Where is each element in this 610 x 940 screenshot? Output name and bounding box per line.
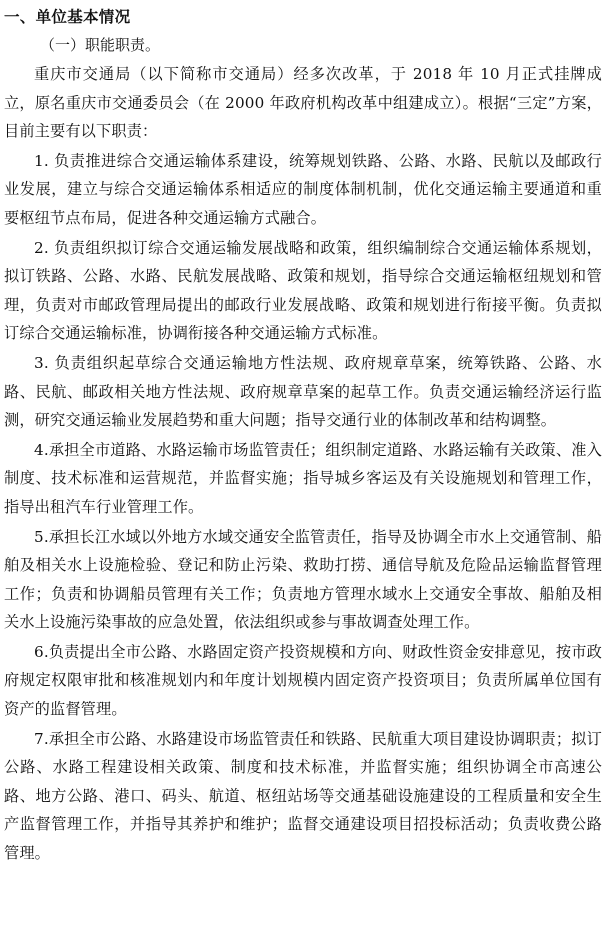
intro-paragraph: 重庆市交通局（以下简称市交通局）经多次改革，于 2018 年 10 月正式挂牌成立，原名重庆市交通委员会（在 2000 年政府机构改革中组建成立）。根据“三定”方案，目前主要有以下职责： — [4, 65, 602, 141]
duty-paragraph-5: 5.承担长江水域以外地方水域交通安全监管责任，指导及协调全市水上交通管制、船舶及相关水上设施检验、登记和防止污染、救助打捞、通信导航及危险品运输监督管理工作；负责和协调船员管理有关工作；负责地方管理水域水上交通安全事故、船舶及相关水上设施污染事故的应急处置，依法组织或参与事故调查处理工作。 — [4, 527, 602, 632]
duty-paragraph-2: 2. 负责组织拟订综合交通运输发展战略和政策，组织编制综合交通运输体系规划，拟订铁路、公路、水路、民航发展战略、政策和规划，指导综合交通运输枢纽规划和管理，负责对市邮政管理局提出的邮政行业发展战略、政策和规划进行衔接平衡。负责拟订综合交通运输标准，协调衔接各种交通运输方式标准。 — [4, 238, 602, 343]
duty-paragraph-1: 1. 负责推进综合交通运输体系建设，统筹规划铁路、公路、水路、民航以及邮政行业发展，建立与综合交通运输体系相适应的制度体制机制，优化交通运输主要通道和重要枢纽节点布局，促进各种交通运输方式融合。 — [4, 151, 602, 227]
duty-paragraph-3: 3. 负责组织起草综合交通运输地方性法规、政府规章草案，统筹铁路、公路、水路、民航、邮政相关地方性法规、政府规章草案的起草工作。负责交通运输经济运行监测，研究交通运输业发展趋势和重大问题；指导交通行业的体制改革和结构调整。 — [4, 353, 602, 430]
duty-paragraph-4: 4.承担全市道路、水路运输市场监管责任；组织制定道路、水路运输有关政策、准入制度、技术标准和运营规范，并监督实施；指导城乡客运及有关设施规划和管理工作，指导出租汽车行业管理工作。 — [4, 440, 602, 516]
subsection-heading: （一）职能职责。 — [40, 36, 161, 54]
section-heading: 一、单位基本情况 — [4, 7, 131, 26]
duty-paragraph-6: 6.负责提出全市公路、水路固定资产投资规模和方向、财政性资金安排意见，按市政府规定权限审批和核准规划内和年度计划规模内固定资产投资项目；负责所属单位国有资产的监督管理。 — [4, 642, 602, 719]
duty-paragraph-7: 7.承担全市公路、水路建设市场监管责任和铁路、民航重大项目建设协调职责；拟订公路、水路工程建设相关政策、制度和技术标准，并监督实施；组织协调全市高速公路、地方公路、港口、码头、航道、枢纽站场等交通基础设施建设的工程质量和安全生产监督管理工作，并指导其养护和维护；监督交通建设项目招投标活动；负责收费公路管理。 — [4, 729, 602, 863]
